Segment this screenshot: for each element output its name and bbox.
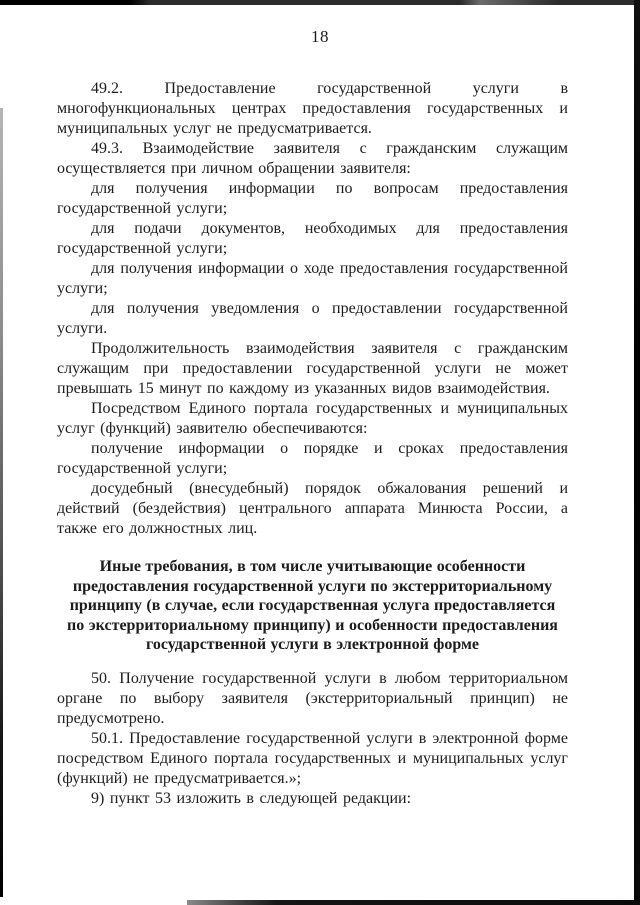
section-heading: Иные требования, в том числе учитывающие особенности предоставления государственной услуги по экстерриториальному принципу (в случае, если государственная услуга предоставляется по экстерриториальному принципу) и особенности предоставления государственной услуги в электронной форме	[67, 558, 558, 653]
scan-artifact-bottom-edge	[187, 900, 640, 905]
list-item-info-requests: для получения информации по вопросам предоставления государственной услуги;	[57, 180, 568, 217]
paragraph-49-2: 49.2. Предоставление государственной услуги в многофункциональных центрах предоставления государственных и муниципальных услуг не предусматривается.	[57, 80, 568, 137]
list-item-progress-info: для получения информации о ходе предоставления государственной услуги;	[57, 260, 568, 297]
list-item-portal-info: получение информации о порядке и сроках предоставления государственной услуги;	[57, 440, 568, 477]
paragraph-50-1: 50.1. Предоставление государственной услуги в электронной форме посредством Единого портала государственных и муниципальных услуг (функций) не предусматривается.»;	[57, 729, 568, 787]
scan-artifact-top-edge	[0, 0, 634, 5]
document-body	[57, 79, 568, 809]
paragraph-50: 50. Получение государственной услуги в любом территориальном органе по выбору заявителя (экстерриториальный принцип) не предусмотрено.	[57, 669, 568, 727]
scan-artifact-right-edge	[634, 0, 640, 905]
paragraph-49-3: 49.3. Взаимодействие заявителя с гражданским служащим осуществляется при личном обращении заявителя:	[57, 140, 568, 177]
paragraph-item-9: 9) пункт 53 изложить в следующей редакции:	[91, 789, 412, 807]
paragraph-duration: Продолжительность взаимодействия заявителя с гражданским служащим при предоставлении государственной услуги не может превышать 15 минут по каждому из указанных видов взаимодействия.	[57, 340, 568, 397]
paragraph-portal: Посредством Единого портала государственных и муниципальных услуг (функций) заявителю обеспечиваются:	[57, 400, 568, 437]
list-item-appeal-procedure: досудебный (внесудебный) порядок обжалования решений и действий (бездействия) центрального аппарата Минюста России, а также его должностных лиц.	[57, 480, 568, 537]
page-number: 18	[311, 27, 329, 46]
list-item-doc-submission: для подачи документов, необходимых для предоставления государственной услуги;	[57, 220, 568, 257]
list-item-notification: для получения уведомления о предоставлении государственной услуги.	[57, 300, 568, 337]
scan-artifact-left-edge	[0, 108, 3, 897]
